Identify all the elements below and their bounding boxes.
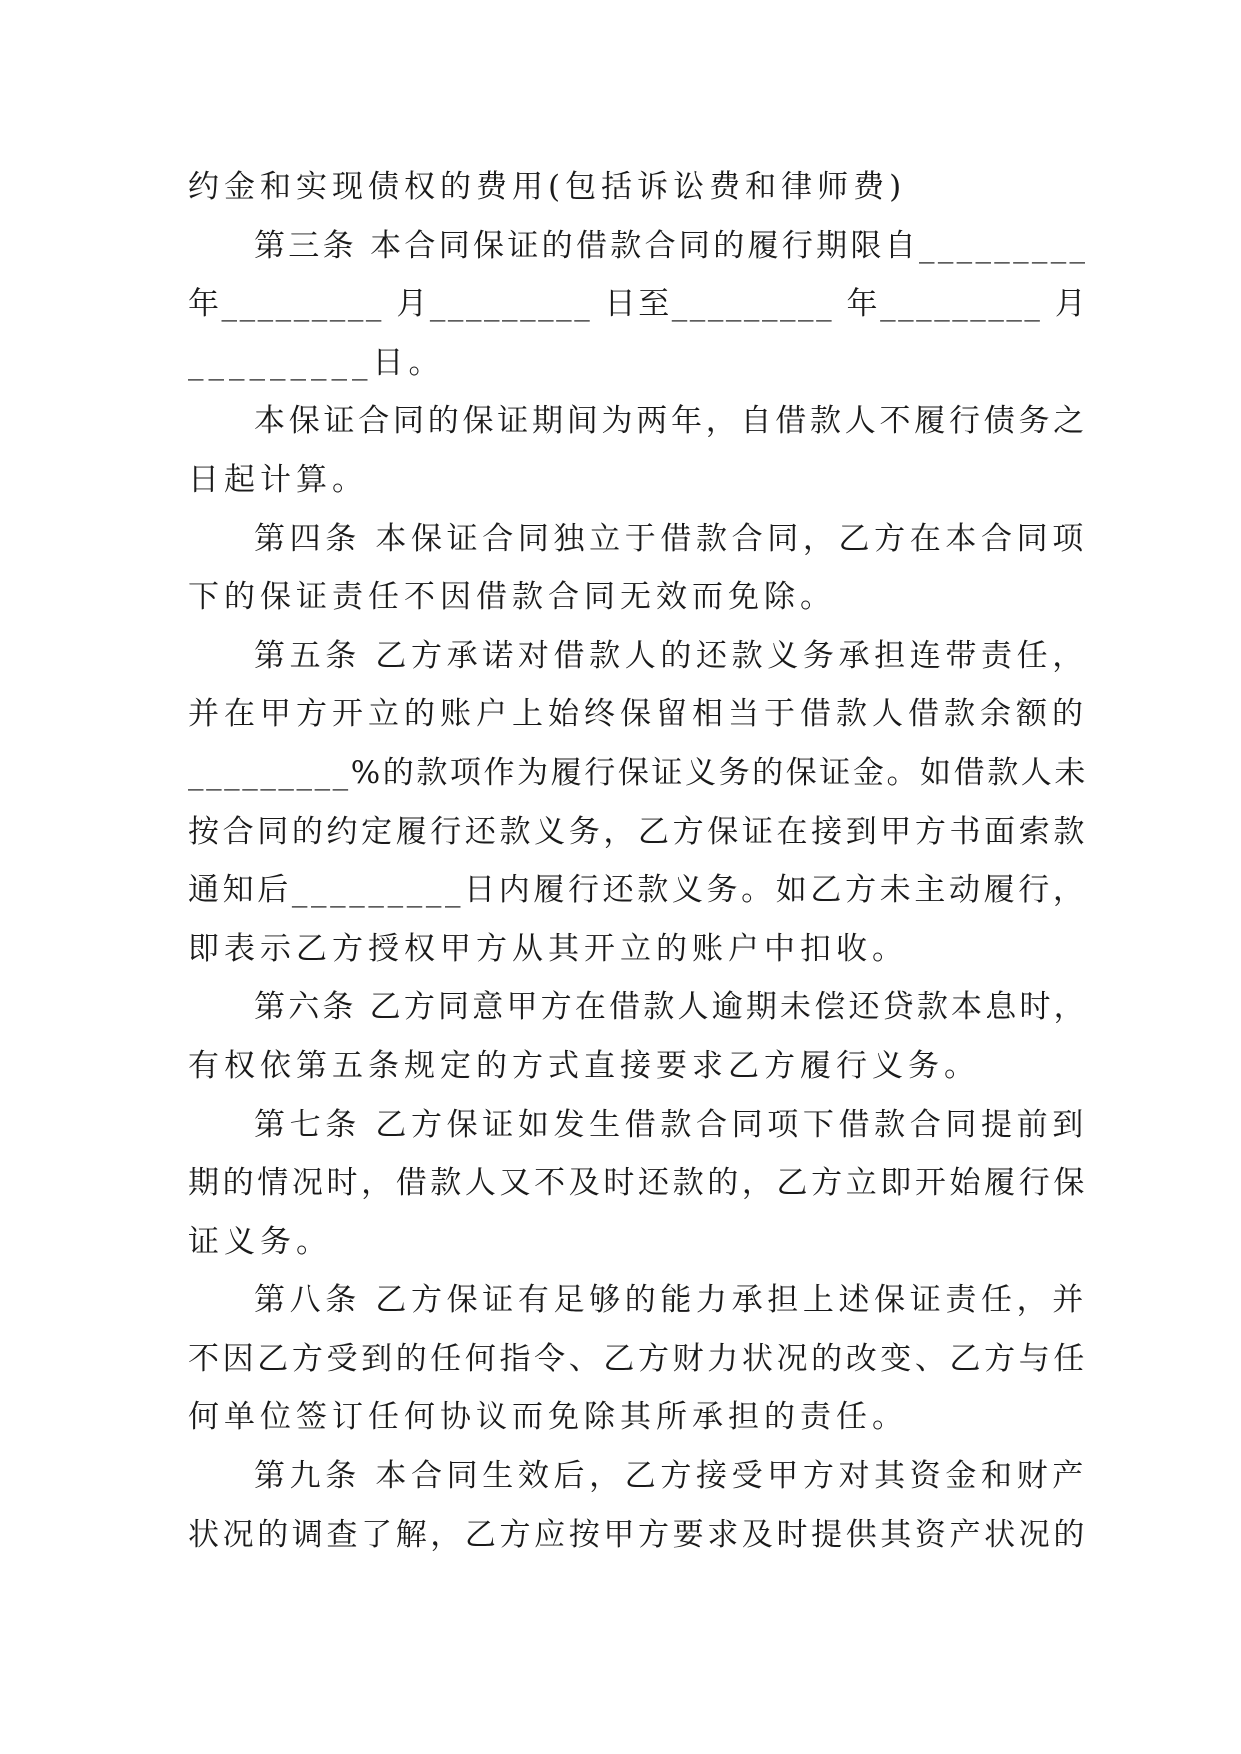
text-line: 即表示乙方授权甲方从其开立的账户中扣收。 [188, 930, 908, 967]
text-line: 第八条 乙方保证有足够的能力承担上述保证责任，并 [254, 1282, 1088, 1319]
text-line: 第九条 本合同生效后，乙方接受甲方对其资金和财产 [254, 1458, 1088, 1495]
text-line: 并在甲方开立的账户上始终保留相当于借款人借款余额的 [188, 696, 1088, 733]
text-line: 证义务。 [188, 1223, 332, 1260]
text-line: 约金和实现债权的费用(包括诉讼费和律师费) [188, 169, 907, 205]
text-line: 第三条 本合同保证的借款合同的履行期限自_________ [254, 227, 1089, 264]
text-line: 第五条 乙方承诺对借款人的还款义务承担连带责任， [254, 637, 1088, 674]
text-line: 按合同的约定履行还款义务，乙方保证在接到甲方书面索款 [188, 813, 1088, 850]
text-line: 有权依第五条规定的方式直接要求乙方履行义务。 [188, 1047, 980, 1084]
text-line: 何单位签订任何协议而免除其所承担的责任。 [188, 1399, 908, 1436]
text-line: _________%的款项作为履行保证义务的保证金。如借款人未 [188, 754, 1088, 791]
text-line: 年_________ 月_________ 日至_________ 年_________ 月 [188, 286, 1089, 323]
text-line: 本保证合同的保证期间为两年，自借款人不履行债务之 [254, 403, 1088, 440]
text-line: 第四条 本保证合同独立于借款合同，乙方在本合同项 [254, 520, 1088, 557]
document-body [188, 158, 1089, 1564]
text-line: 日起计算。 [188, 461, 368, 498]
text-line: 期的情况时，借款人又不及时还款的，乙方立即开始履行保 [188, 1165, 1088, 1202]
text-line: 状况的调查了解，乙方应按甲方要求及时提供其资产状况的 [188, 1516, 1088, 1553]
text-line: _________日。 [188, 344, 445, 381]
text-line: 第七条 乙方保证如发生借款合同项下借款合同提前到 [254, 1106, 1088, 1143]
text-line: 第六条 乙方同意甲方在借款人逾期未偿还贷款本息时， [254, 989, 1088, 1026]
text-line: 不因乙方受到的任何指令、乙方财力状况的改变、乙方与任 [188, 1340, 1088, 1377]
text-line: 通知后_________日内履行还款义务。如乙方未主动履行， [188, 872, 1088, 909]
text-line: 下的保证责任不因借款合同无效而免除。 [188, 579, 836, 616]
